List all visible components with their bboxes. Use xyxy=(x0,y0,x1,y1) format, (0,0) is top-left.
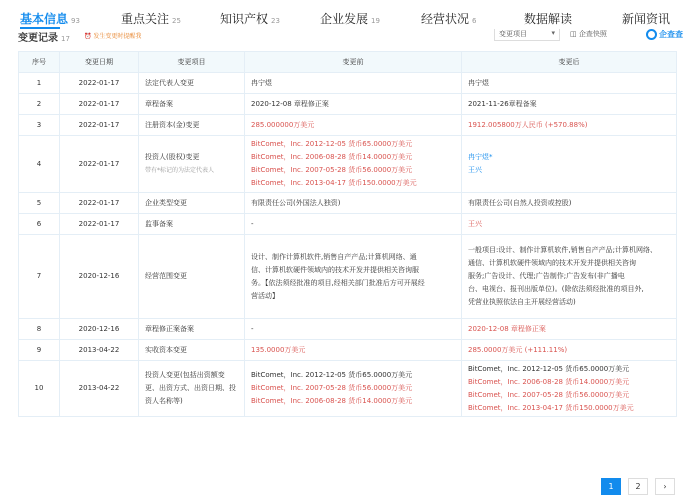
after-value-line: 一般项目:设计、制作计算机软件,销售自产产品;计算机网络、 xyxy=(468,246,657,254)
table-row xyxy=(19,361,677,417)
cell-before xyxy=(245,214,462,235)
cell-item xyxy=(139,361,245,417)
cell-item xyxy=(139,193,245,214)
cell-after xyxy=(462,115,677,136)
tab-key-focus[interactable]: 重点关注 25 xyxy=(121,12,181,26)
cell-item xyxy=(139,340,245,361)
cell-item xyxy=(139,115,245,136)
cell-no: 4 xyxy=(19,136,60,193)
after-value-line[interactable]: 冉宁煜* xyxy=(468,153,493,161)
cell-before xyxy=(245,115,462,136)
cell-date: 2022-01-17 xyxy=(60,115,139,136)
after-value-line: 冉宁煜 xyxy=(468,78,489,87)
after-value-line: BitComet，Inc. 2007-05-28 货币56.0000万美元 xyxy=(468,390,630,399)
before-value-line: BitComet，Inc. 2012-12-05 货币65.0000万美元 xyxy=(251,140,413,148)
cell-after xyxy=(462,193,677,214)
cell-date: 2022-01-17 xyxy=(60,214,139,235)
cell-item xyxy=(139,136,245,193)
after-value-line: BitComet，Inc. 2006-08-28 货币14.0000万美元 xyxy=(468,377,630,386)
col-header-before: 变更前 xyxy=(245,52,462,73)
before-value-line: 设计、制作计算机软件,销售自产产品;计算机网络、通 xyxy=(251,252,417,261)
change-item-label: 企业类型变更 xyxy=(145,198,187,207)
cell-after xyxy=(462,73,677,94)
cell-before xyxy=(245,73,462,94)
cell-no: 9 xyxy=(19,340,60,361)
section-header xyxy=(18,29,683,44)
cell-no: 1 xyxy=(19,73,60,94)
table-row xyxy=(19,136,677,193)
clock-icon: ⏰ xyxy=(84,33,92,40)
before-value-line: 信、计算机软硬件领域内的技术开发并提供相关咨询服 xyxy=(251,265,419,274)
brand-logo: 企查查 xyxy=(646,29,683,41)
legal-rep-note: 带有*标记的为法定代表人 xyxy=(145,167,215,174)
chevron-down-icon: ▾ xyxy=(551,29,555,37)
cell-after xyxy=(462,214,677,235)
cell-date: 2022-01-17 xyxy=(60,193,139,214)
cell-item xyxy=(139,235,245,319)
cell-no: 2 xyxy=(19,94,60,115)
change-alert-link[interactable]: ⏰ 发生变更时提醒我 xyxy=(84,33,142,40)
cell-after xyxy=(462,340,677,361)
before-value-line: BitComet，Inc. 2007-05-28 货币56.0000万美元 xyxy=(251,384,413,392)
tab-data-insight[interactable]: 数据解读 xyxy=(524,12,573,26)
cell-date: 2022-01-17 xyxy=(60,73,139,94)
cell-after xyxy=(462,94,677,115)
change-item-label: 章程修正案备案 xyxy=(145,324,194,333)
change-item-label: 投资人变更(包括出资额变更、出资方式、出资日期、投资人名称等) xyxy=(145,371,236,405)
before-value-line: 务。【依法须经批准的项目,经相关部门批准后方可开展经 xyxy=(251,278,425,287)
change-item-filter[interactable]: 变更项目 ▾ xyxy=(494,29,560,41)
change-item-label: 实收资本变更 xyxy=(145,345,187,354)
section-title: 变更记录 17 xyxy=(18,33,70,44)
before-value-line: BitComet，Inc. 2013-04-17 货币150.0000万美元 xyxy=(251,179,417,187)
table-row xyxy=(19,193,677,214)
change-item-label: 注册资本(金)变更 xyxy=(145,120,200,129)
cell-before xyxy=(245,361,462,417)
table-row xyxy=(19,340,677,361)
change-item-label: 章程备案 xyxy=(145,99,173,108)
change-item-label: 投资人(股权)变更 xyxy=(145,153,200,161)
cell-no: 6 xyxy=(19,214,60,235)
cell-item xyxy=(139,319,245,340)
after-value-line: 285.0000万美元 (+111.11%) xyxy=(468,345,568,354)
after-value-line: 服务;广告设计、代理;广告制作;广告发布(非广播电 xyxy=(468,272,625,280)
tab-news[interactable]: 新闻资讯 xyxy=(622,12,671,26)
change-item-label: 监事备案 xyxy=(145,219,173,228)
table-row xyxy=(19,235,677,319)
snapshot-icon: ◫ xyxy=(570,30,577,38)
cell-after xyxy=(462,319,677,340)
after-value-line: BitComet，Inc. 2013-04-17 货币150.0000万美元 xyxy=(468,403,634,412)
before-value-line: BitComet，Inc. 2007-05-28 货币56.0000万美元 xyxy=(251,166,413,174)
col-header-no: 序号 xyxy=(19,52,60,73)
tab-ip[interactable]: 知识产权 23 xyxy=(220,12,280,26)
before-value-line: - xyxy=(251,324,254,333)
cell-item xyxy=(139,214,245,235)
tab-development[interactable]: 企业发展 19 xyxy=(320,12,380,26)
before-value-line: 冉宁煜 xyxy=(251,78,272,87)
before-value-line: BitComet，Inc. 2006-08-28 货币14.0000万美元 xyxy=(251,397,413,405)
after-value-line: 通信、计算机软硬件领域内的技术开发并提供相关咨询 xyxy=(468,259,636,267)
after-value-line: 1912.005800万人民币 (+570.88%) xyxy=(468,120,588,129)
table-row xyxy=(19,115,677,136)
cell-after xyxy=(462,136,677,193)
cell-no: 10 xyxy=(19,361,60,417)
cell-before xyxy=(245,193,462,214)
before-value-line: 135.0000万美元 xyxy=(251,345,306,354)
cell-date: 2022-01-17 xyxy=(60,94,139,115)
next-page-button[interactable]: › xyxy=(655,478,675,495)
snapshot-button[interactable]: ◫ 企查快照 xyxy=(570,30,607,38)
table-header-row xyxy=(19,52,677,73)
after-value-line: 2020-12-08 章程修正案 xyxy=(468,324,546,333)
before-value-line: 营活动】 xyxy=(251,291,279,300)
table-row xyxy=(19,94,677,115)
after-value-line: 2021-11-26章程备案 xyxy=(468,99,537,108)
table-row xyxy=(19,319,677,340)
cell-date: 2020-12-16 xyxy=(60,235,139,319)
cell-after xyxy=(462,235,677,319)
cell-before xyxy=(245,136,462,193)
logo-icon xyxy=(646,29,657,40)
cell-before xyxy=(245,94,462,115)
page-1-button[interactable]: 1 xyxy=(601,478,621,495)
before-value-line: BitComet，Inc. 2012-12-05 货币65.0000万美元 xyxy=(251,371,413,379)
table-row xyxy=(19,73,677,94)
before-value-line: 285.000000万美元 xyxy=(251,120,315,129)
after-value-line: 凭营业执照依法自主开展经营活动) xyxy=(468,298,576,306)
before-value-line: 2020-12-08 章程修正案 xyxy=(251,99,329,108)
cell-before xyxy=(245,319,462,340)
cell-no: 7 xyxy=(19,235,60,319)
tab-operations[interactable]: 经营状况 6 xyxy=(421,12,477,26)
after-value-line: 有限责任公司(自然人投资或控股) xyxy=(468,198,572,207)
cell-after xyxy=(462,361,677,417)
change-item-label: 经营范围变更 xyxy=(145,272,187,280)
after-value-line: 王兴 xyxy=(468,219,482,228)
cell-date: 2020-12-16 xyxy=(60,319,139,340)
before-value-line: - xyxy=(251,219,254,228)
cell-item xyxy=(139,94,245,115)
col-header-after: 变更后 xyxy=(462,52,677,73)
table-row xyxy=(19,214,677,235)
cell-date: 2013-04-22 xyxy=(60,340,139,361)
top-nav xyxy=(0,0,690,30)
cell-no: 5 xyxy=(19,193,60,214)
tab-basic-info[interactable]: 基本信息 93 xyxy=(20,12,80,26)
col-header-item: 变更项目 xyxy=(139,52,245,73)
after-value-line: 台、电视台、报刊出版单位)。(除依法须经批准的项目外, xyxy=(468,285,644,293)
page-2-button[interactable]: 2 xyxy=(628,478,648,495)
cell-no: 8 xyxy=(19,319,60,340)
cell-item xyxy=(139,73,245,94)
cell-no: 3 xyxy=(19,115,60,136)
change-item-label: 法定代表人变更 xyxy=(145,78,194,87)
col-header-date: 变更日期 xyxy=(60,52,139,73)
cell-date: 2013-04-22 xyxy=(60,361,139,417)
before-value-line: BitComet，Inc. 2006-08-28 货币14.0000万美元 xyxy=(251,153,413,161)
after-value-line: BitComet，Inc. 2012-12-05 货币65.0000万美元 xyxy=(468,364,630,373)
cell-date: 2022-01-17 xyxy=(60,136,139,193)
cell-before xyxy=(245,235,462,319)
after-value-line[interactable]: 王兴 xyxy=(468,166,482,174)
change-records-table xyxy=(18,51,677,417)
before-value-line: 有限责任公司(外国法人独资) xyxy=(251,198,341,207)
cell-before xyxy=(245,340,462,361)
